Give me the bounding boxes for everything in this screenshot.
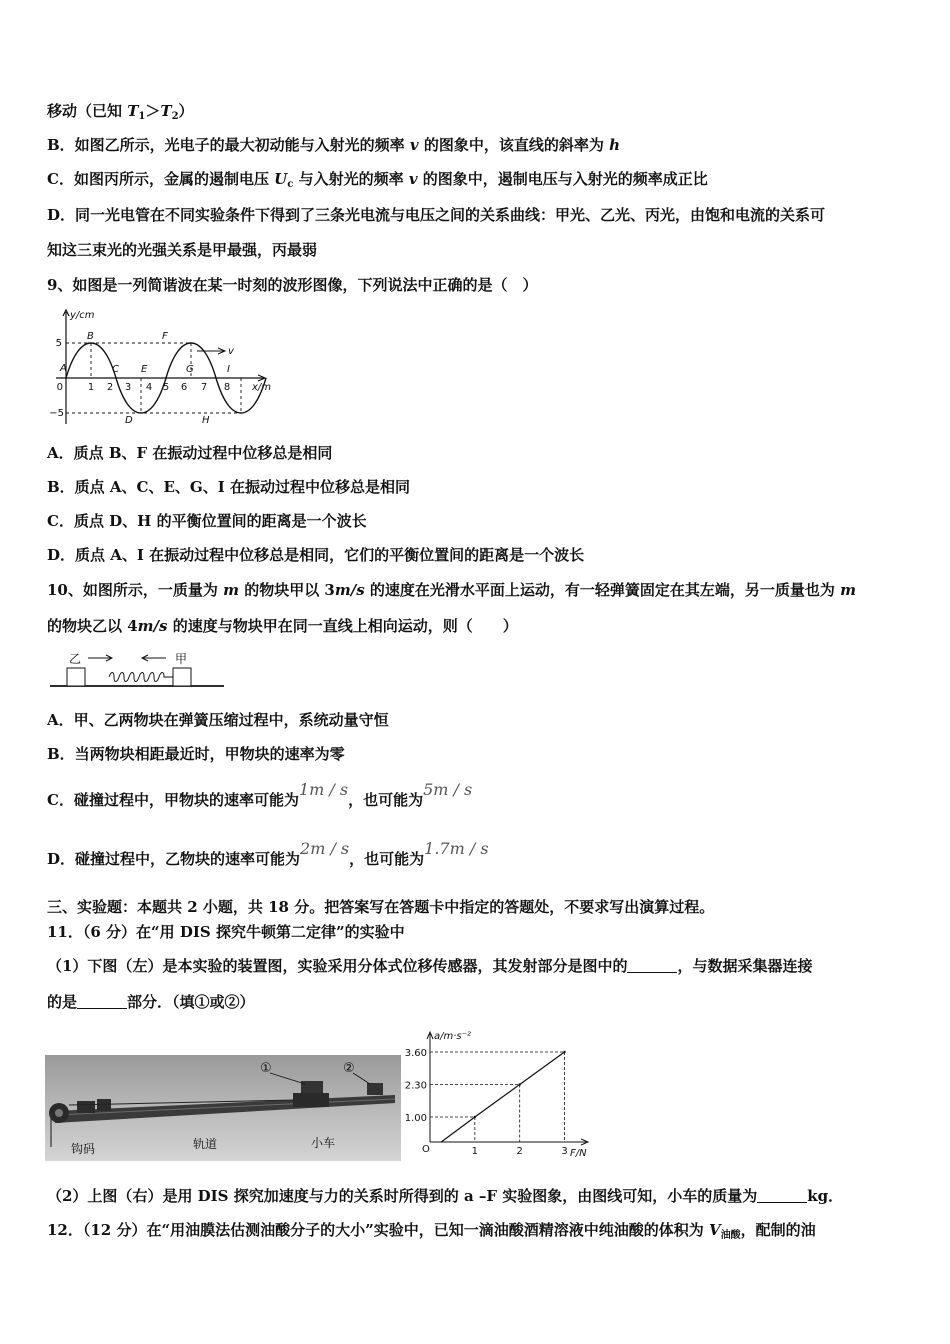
apparatus-figure — [45, 1055, 401, 1161]
option-10c: C．碰撞过程中，甲物块的速率可能为1m / s，也可能为5m / s — [47, 780, 473, 809]
question-11-part1-line1: （1）下图（左）是本实验的装置图，实验采用分体式位移传感器，其发射部分是图中的 ，与数据采集器连接 — [47, 957, 813, 975]
option-8d-line2: 知这三束光的光强关系是甲最强，丙最弱 — [47, 241, 318, 259]
block-yi — [67, 668, 85, 686]
label-2: ② — [343, 1061, 355, 1076]
option-10a: A．甲、乙两物块在弹簧压缩过程中，系统动量守恒 — [47, 711, 389, 729]
y-tick-neg5: −5 — [49, 408, 64, 419]
label-jia: 甲 — [175, 652, 188, 666]
option-9a: A．质点 B、F 在振动过程中位移总是相同 — [47, 444, 333, 462]
x-tick-4: 4 — [145, 382, 153, 393]
option-10d: D．碰撞过程中，乙物块的速率可能为2m / s，也可能为1.7m / s — [47, 839, 489, 868]
point-c: C — [112, 364, 119, 375]
math-1-7ms: 1.7m / s — [424, 839, 489, 858]
transmitter — [301, 1081, 323, 1093]
option-9c: C．质点 D、H 的平衡位置间的距离是一个波长 — [47, 512, 367, 530]
label-1: ① — [260, 1061, 272, 1076]
point-b: B — [87, 331, 94, 342]
answer-blank-3[interactable] — [757, 1187, 807, 1203]
receiver — [367, 1083, 383, 1095]
spring — [109, 673, 173, 682]
option-8d-line1: D．同一光电管在不同实验条件下得到了三条光电流与电压之间的关系曲线：甲光、乙光、丙光，由饱和电流的关系可 — [47, 206, 826, 224]
cart-body — [293, 1093, 329, 1107]
x-label: x/m — [252, 382, 272, 393]
chart-y-tick: 2.30 — [404, 1080, 427, 1092]
question-10-line1: 10、如图所示，一质量为 m 的物块甲以 3m/s 的速度在光滑水平面上运动，有一轻弹簧固定在其左端，另一质量也为 m — [47, 581, 856, 599]
text-line-1: 移动（已知 $T_1>T_2$） — [47, 102, 194, 122]
x-tick-5: 5 — [162, 382, 170, 393]
answer-blank-2[interactable] — [77, 993, 127, 1009]
v-label: v — [228, 346, 234, 357]
label-cart: 小车 — [311, 1136, 336, 1150]
chart-origin: O — [422, 1144, 430, 1155]
x-tick-1: 1 — [87, 382, 95, 393]
point-h: H — [202, 415, 210, 426]
chart-y-tick: 3.60 — [404, 1048, 427, 1059]
point-i: I — [227, 364, 230, 375]
chart-series-line — [441, 1052, 564, 1142]
y-tick-5: 5 — [55, 338, 62, 349]
y-tick-0: 0 — [56, 382, 63, 393]
point-a: A — [60, 363, 67, 374]
point-g: G — [186, 364, 194, 375]
point-e: E — [141, 364, 148, 375]
x-tick-6: 6 — [180, 382, 188, 393]
option-9d: D．质点 A、I 在振动过程中位移总是相同，它们的平衡位置间的距离是一个波长 — [47, 546, 585, 564]
option-10b: B．当两物块相距最近时，甲物块的速率为零 — [47, 745, 345, 763]
label-track: 轨道 — [193, 1137, 218, 1151]
x-tick-3: 3 — [124, 382, 132, 393]
af-chart — [392, 1024, 592, 1159]
option-9b: B．质点 A、C、E、G、I 在振动过程中位移总是相同 — [47, 478, 410, 496]
math-1ms: 1m / s — [298, 780, 349, 799]
point-f: F — [162, 331, 168, 342]
option-8c: C．如图丙所示，金属的遏制电压 $U_c$ 与入射光的频率 v 的图象中，遏制电压与入射光的频率成正比 — [47, 170, 708, 190]
question-12: 12．（12 分）在“用油膜法估测油酸分子的大小”实验中，已知一滴油酸酒精溶液中纯油酸的体积为 $V_{油酸}$，配制的油 — [47, 1221, 816, 1241]
spring-figure — [48, 648, 226, 692]
question-11-part1-line2: 的是 部分．（填①或②） — [47, 993, 255, 1011]
chart-x-tick: 2 — [516, 1146, 523, 1157]
chart-y-tick: 1.00 — [404, 1113, 427, 1124]
label-yi: 乙 — [69, 652, 82, 666]
question-11-part2: （2）上图（右）是用 DIS 探究加速度与力的关系时所得到的 a –F 实验图象，由图线可知，小车的质量为 kg． — [47, 1187, 844, 1205]
block-jia — [173, 668, 191, 686]
point-d: D — [125, 415, 133, 426]
chart-x-tick: 3 — [561, 1146, 568, 1157]
wave-figure — [49, 306, 274, 428]
answer-blank-1[interactable] — [627, 957, 677, 973]
question-9: 9、如图是一列简谐波在某一时刻的波形图像，下列说法中正确的是（ ） — [47, 276, 538, 294]
chart-y-label: a/m·s⁻² — [434, 1031, 471, 1042]
x-tick-2: 2 — [106, 382, 114, 393]
section-3-heading: 三、实验题：本题共 2 小题，共 18 分。把答案写在答题卡中指定的答题处，不要求写出演算过程。 — [47, 898, 715, 916]
chart-x-tick: 1 — [471, 1146, 479, 1157]
x-tick-8: 8 — [223, 382, 231, 393]
math-5ms: 5m / s — [423, 780, 473, 799]
question-10-line2: 的物块乙以 4m/s 的速度与物块甲在同一直线上相向运动，则（ ） — [47, 617, 518, 635]
math-2ms: 2m / s — [300, 839, 350, 858]
x-tick-7: 7 — [200, 382, 208, 393]
chart-x-label: F/N — [570, 1148, 587, 1159]
label-weight: 钩码 — [71, 1142, 96, 1156]
question-11: 11．（6 分）在“用 DIS 探究牛顿第二定律”的实验中 — [47, 923, 405, 941]
y-label: y/cm — [70, 310, 95, 321]
option-8b: B．如图乙所示，光电子的最大初动能与入射光的频率 v 的图象中，该直线的斜率为 h — [47, 136, 620, 154]
